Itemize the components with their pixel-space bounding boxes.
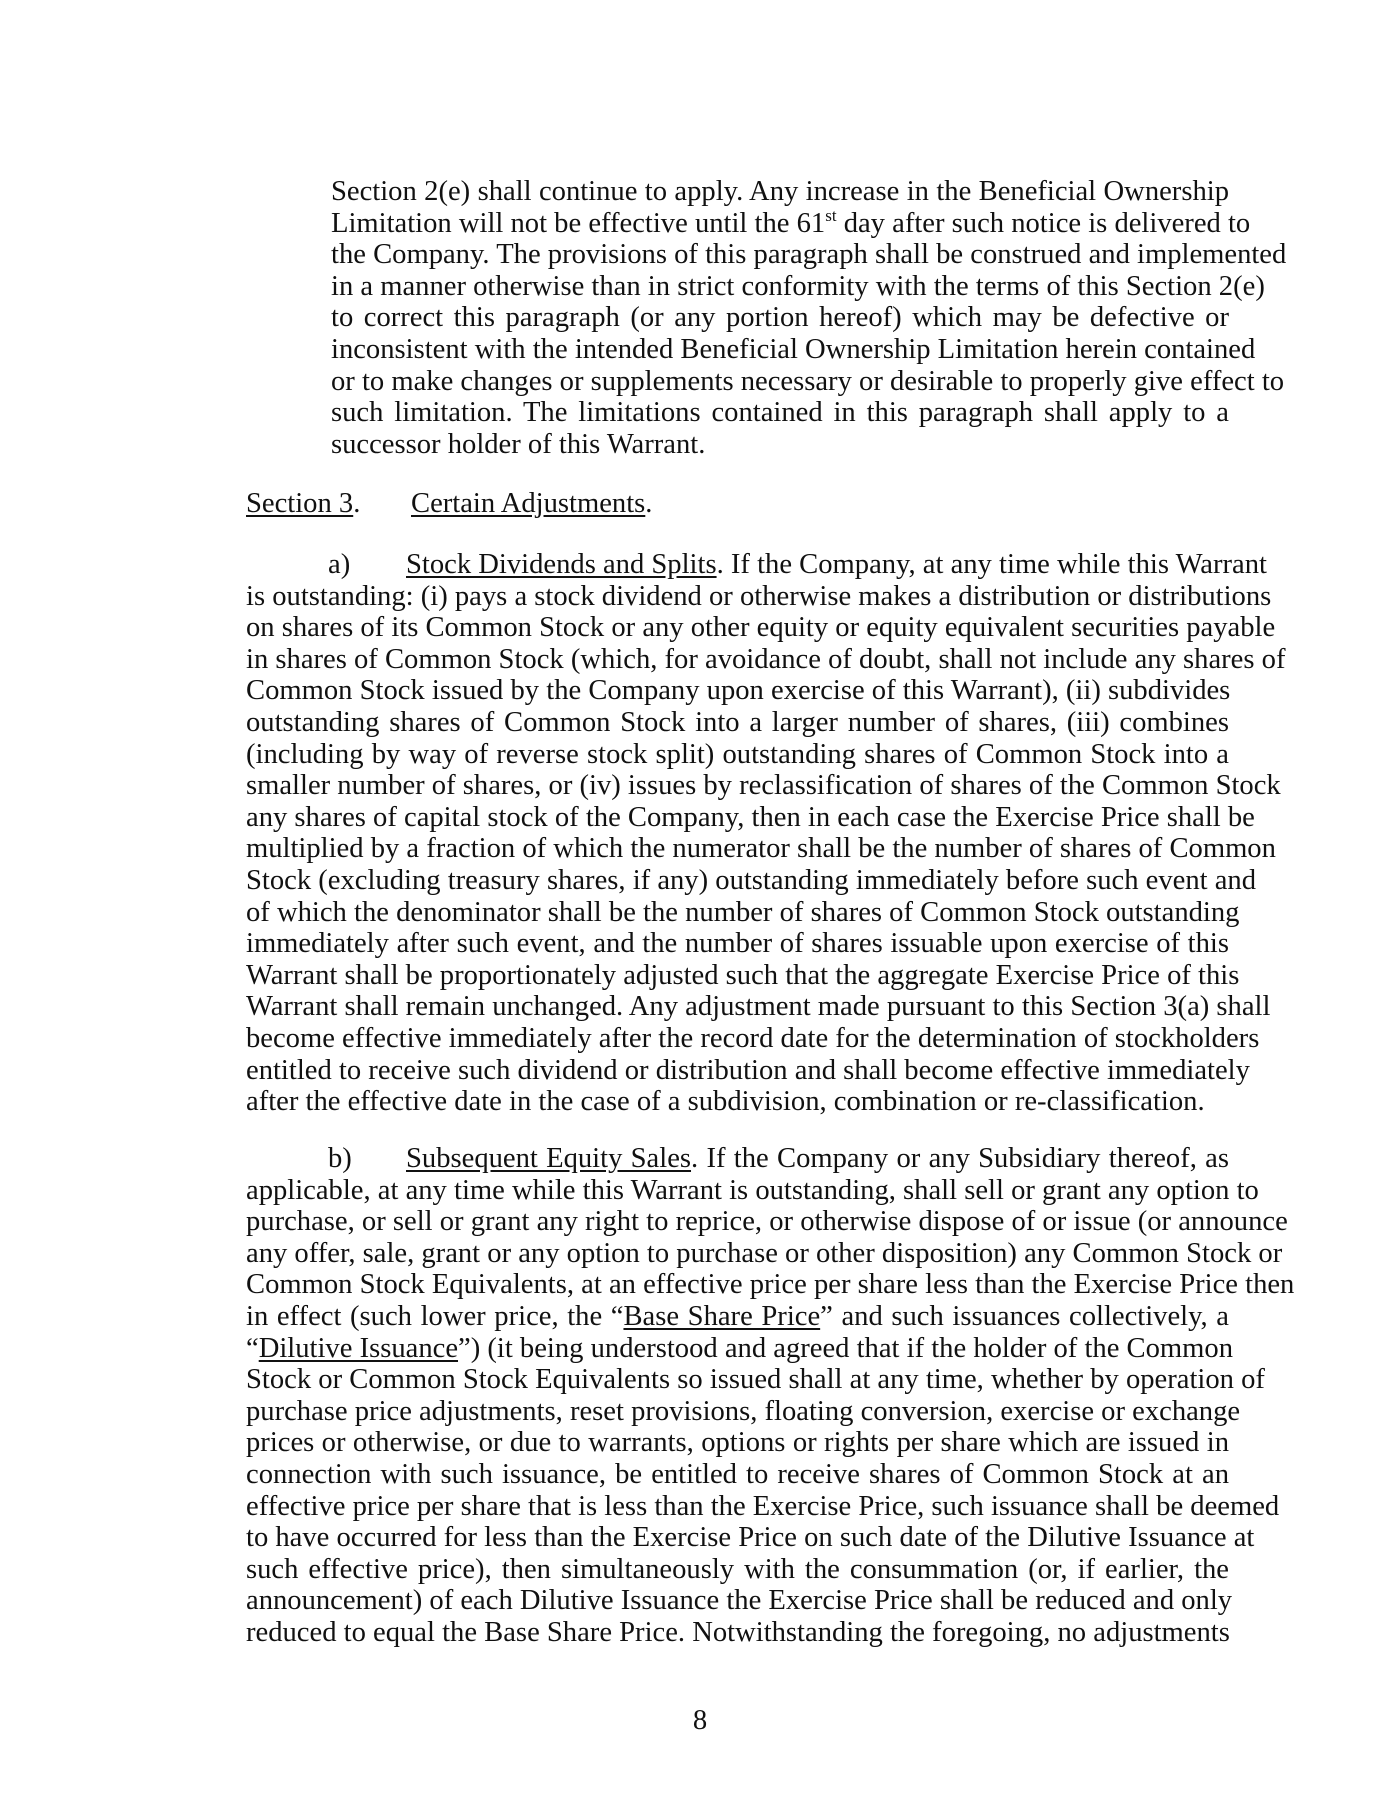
para-a-line: in shares of Common Stock (which, for avoidance of doubt, shall not include any shares of	[246, 643, 1286, 675]
defined-term-base-share-price: Base Share Price	[623, 1300, 821, 1332]
para-b-line-dilutive-issuance	[246, 1332, 1234, 1365]
para-b-line-base-share-price	[246, 1301, 1229, 1333]
para-a-line: multiplied by a fraction of which the numerator shall be the number of shares of Common	[246, 833, 1276, 865]
para-a-line: entitled to receive such dividend or distribution and shall become effective immediately	[246, 1054, 1250, 1086]
intro-line-9: successor holder of this Warrant.	[331, 428, 706, 460]
para-b-line: announcement) of each Dilutive Issuance the Exercise Price shall be reduced and only	[246, 1585, 1233, 1617]
para-b-line: such effective price), then simultaneously with the consummation (or, if earlier, the	[246, 1553, 1229, 1585]
para-b-line: connection with such issuance, be entitled to receive shares of Common Stock at an	[246, 1458, 1229, 1490]
intro-line-4: in a manner otherwise than in strict conformity with the terms of this Section 2(e)	[331, 270, 1265, 302]
intro-line-2-text: Limitation will not be effective until the 61	[331, 207, 826, 239]
para-a-line: smaller number of shares, or (iv) issues by reclassification of shares of the Common Stock	[246, 770, 1281, 802]
intro-line-7: or to make changes or supplements necessary or desirable to properly give effect to	[331, 365, 1285, 397]
para-a-heading: Stock Dividends and Splits	[406, 549, 717, 580]
ordinal-superscript: st	[825, 205, 837, 225]
section-number: Section 3.	[246, 488, 361, 519]
para-a-line: Stock (excluding treasury shares, if any) outstanding immediately before such event and	[246, 864, 1257, 896]
para-a-line: Warrant shall be proportionately adjusted such that the aggregate Exercise Price of this	[246, 959, 1240, 991]
intro-line-2	[331, 205, 1251, 240]
para-b-first-line: b) Subsequent Equity Sales. If the Company or any Subsidiary thereof, as	[246, 1143, 1229, 1175]
intro-line-6: inconsistent with the intended Beneficial Ownership Limitation herein contained	[331, 333, 1256, 365]
section-title-text: Certain Adjustments	[411, 488, 646, 519]
paragraph-b	[246, 1143, 1295, 1649]
section-title: Certain Adjustments.	[411, 488, 653, 519]
intro-line-2-tail: day after such notice is delivered to	[836, 207, 1251, 239]
para-a-label: a)	[328, 549, 351, 580]
para-b-line: to have occurred for less than the Exercise Price on such date of the Dilutive Issuance at	[246, 1522, 1255, 1554]
para-b-line: reduced to equal the Base Share Price. Notwithstanding the foregoing, no adjustments	[246, 1616, 1230, 1648]
para-b-first-line-rest: If the Company or any Subsidiary thereof, as	[698, 1143, 1229, 1174]
para-a-line: is outstanding: (i) pays a stock dividend or otherwise makes a distribution or distributions	[246, 580, 1272, 612]
para-b-line: Stock or Common Stock Equivalents so issued shall at any time, whether by operation of	[246, 1364, 1265, 1396]
para-a-line: after the effective date in the case of a subdivision, combination or re-classification.	[246, 1086, 1205, 1118]
para-b-line6-start: in effect (such lower price, the “	[246, 1300, 624, 1332]
para-b-line: applicable, at any time while this Warrant is outstanding, shall sell or grant any option to	[246, 1174, 1259, 1206]
section-number-text: Section 3	[246, 488, 354, 519]
para-a-line: any shares of capital stock of the Company, then in each case the Exercise Price shall be	[246, 801, 1255, 833]
para-a-line: Warrant shall remain unchanged. Any adjustment made pursuant to this Section 3(a) shall	[246, 991, 1271, 1023]
intro-line-5: to correct this paragraph (or any portion hereof) which may be defective or	[331, 302, 1229, 334]
para-a-line: on shares of its Common Stock or any other equity or equity equivalent securities payable	[246, 612, 1276, 644]
para-a-line: of which the denominator shall be the number of shares of Common Stock outstanding	[246, 896, 1240, 928]
para-b-heading: Subsequent Equity Sales	[406, 1143, 692, 1174]
para-a-line: (including by way of reverse stock split) outstanding shares of Common Stock into a	[246, 738, 1229, 770]
paragraph-a	[246, 549, 1286, 1118]
para-b-line: Common Stock Equivalents, at an effective price per share less than the Exercise Price then	[246, 1269, 1295, 1301]
para-a-line: become effective immediately after the record date for the determination of stockholders	[246, 1022, 1260, 1054]
para-b-line: any offer, sale, grant or any option to purchase or other disposition) any Common Stock or	[246, 1237, 1283, 1269]
para-b-line6-end: ” and such issuances collectively, a	[820, 1300, 1229, 1332]
para-b-line: purchase price adjustments, reset provisions, floating conversion, exercise or exchange	[246, 1395, 1241, 1427]
page-number: 8	[692, 1705, 708, 1736]
para-a-line: outstanding shares of Common Stock into a larger number of shares, (iii) combines	[246, 706, 1229, 738]
para-a-first-line: a) Stock Dividends and Splits. If the Company, at any time while this Warrant	[246, 549, 1229, 581]
intro-line-1: Section 2(e) shall continue to apply. Any increase in the Beneficial Ownership	[331, 176, 1229, 207]
defined-term-dilutive-issuance: Dilutive Issuance	[258, 1332, 459, 1364]
intro-line-3: the Company. The provisions of this paragraph shall be construed and implemented	[331, 239, 1287, 271]
para-b-line: effective price per share that is less than the Exercise Price, such issuance shall be deemed	[246, 1490, 1280, 1522]
para-b-line: prices or otherwise, or due to warrants, options or rights per share which are issued in	[246, 1427, 1229, 1459]
para-b-line: purchase, or sell or grant any right to reprice, or otherwise dispose of or issue (or announce	[246, 1206, 1288, 1238]
intro-paragraph	[331, 176, 1287, 460]
para-b-label: b)	[328, 1143, 352, 1174]
para-a-first-line-rest: If the Company, at any time while this Warrant	[723, 549, 1267, 580]
intro-line-8: such limitation. The limitations contained in this paragraph shall apply to a	[331, 397, 1229, 429]
para-b-line7-start: “	[246, 1332, 259, 1364]
para-a-line: Common Stock issued by the Company upon exercise of this Warrant), (ii) subdivides	[246, 675, 1231, 707]
para-b-line7-end: ”) (it being understood and agreed that if the holder of the Common	[458, 1332, 1234, 1364]
para-a-line: immediately after such event, and the number of shares issuable upon exercise of this	[246, 928, 1229, 960]
